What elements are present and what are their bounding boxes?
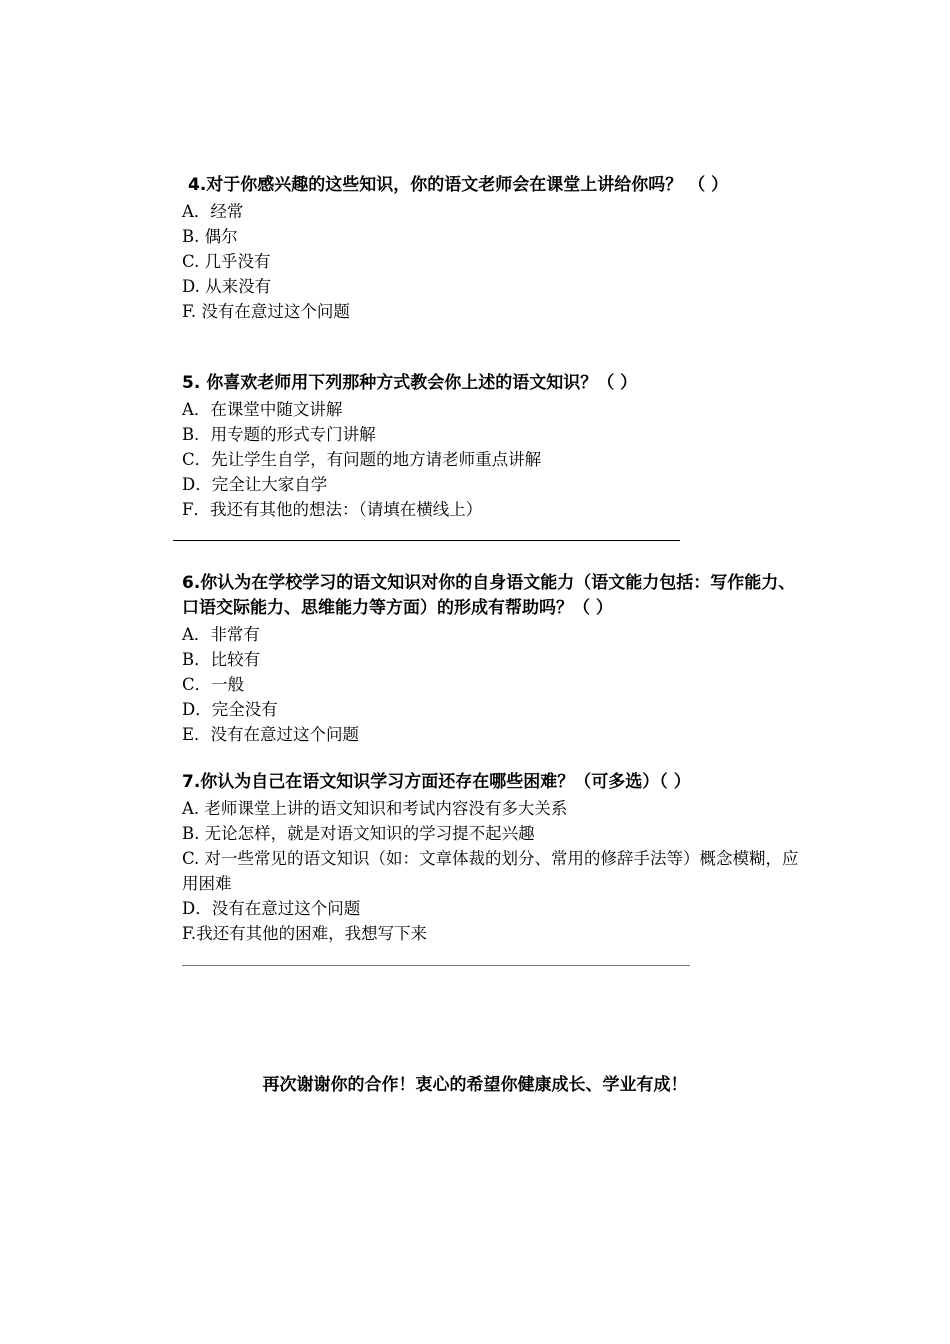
question-7-option-f: F.我还有其他的困难，我想写下来 bbox=[182, 924, 428, 943]
question-4-option-a: A．经常 bbox=[182, 202, 244, 221]
question-4-option-b: B. 偶尔 bbox=[182, 227, 238, 246]
question-6-option-e: E．没有在意过这个问题 bbox=[182, 725, 360, 744]
answer-blank-line-7[interactable] bbox=[182, 965, 690, 966]
question-5-option-a: A．在课堂中随文讲解 bbox=[182, 400, 343, 419]
question-5-option-c: C．先让学生自学，有问题的地方请老师重点讲解 bbox=[182, 450, 542, 469]
question-5 bbox=[182, 371, 812, 522]
question-5-option-d: D．完全让大家自学 bbox=[182, 475, 328, 494]
question-6 bbox=[182, 571, 812, 747]
question-4-option-f: F. 没有在意过这个问题 bbox=[182, 302, 350, 321]
question-6-title: 6.你认为在学校学习的语文知识对你的自身语文能力（语文能力包括：写作能力、口语交际能力、思维能力等方面）的形成有帮助吗？（ ） bbox=[182, 573, 796, 618]
question-5-option-b: B．用专题的形式专门讲解 bbox=[182, 425, 376, 444]
question-7-title: 7.你认为自己在语文知识学习方面还存在哪些困难？（可多选）（ ） bbox=[182, 772, 691, 792]
closing-message: 再次谢谢你的合作！衷心的希望你健康成长、学业有成！ bbox=[262, 1075, 688, 1095]
question-7 bbox=[182, 770, 812, 946]
question-4 bbox=[182, 173, 812, 324]
answer-blank-line-5[interactable] bbox=[173, 540, 680, 541]
question-5-title: 5. 你喜欢老师用下列那种方式教会你上述的语文知识？（ ） bbox=[182, 373, 638, 393]
question-6-option-d: D．完全没有 bbox=[182, 700, 278, 719]
question-7-option-b: B. 无论怎样，就是对语文知识的学习提不起兴趣 bbox=[182, 824, 535, 843]
question-4-option-c: C. 几乎没有 bbox=[182, 252, 271, 271]
question-7-option-a: A. 老师课堂上讲的语文知识和考试内容没有多大关系 bbox=[182, 799, 568, 818]
question-4-option-d: D. 从来没有 bbox=[182, 277, 272, 296]
question-6-option-b: B．比较有 bbox=[182, 650, 261, 669]
question-6-option-a: A．非常有 bbox=[182, 625, 260, 644]
question-4-title: 4.对于你感兴趣的这些知识，你的语文老师会在课堂上讲给你吗？ （ ） bbox=[188, 175, 729, 195]
question-6-option-c: C．一般 bbox=[182, 675, 245, 694]
question-7-option-d: D．没有在意过这个问题 bbox=[182, 899, 361, 918]
question-7-option-c: C. 对一些常见的语文知识（如：文章体裁的划分、常用的修辞手法等）概念模糊，应用困难 bbox=[182, 849, 799, 893]
question-5-option-f: F．我还有其他的想法：（请填在横线上） bbox=[182, 500, 483, 519]
